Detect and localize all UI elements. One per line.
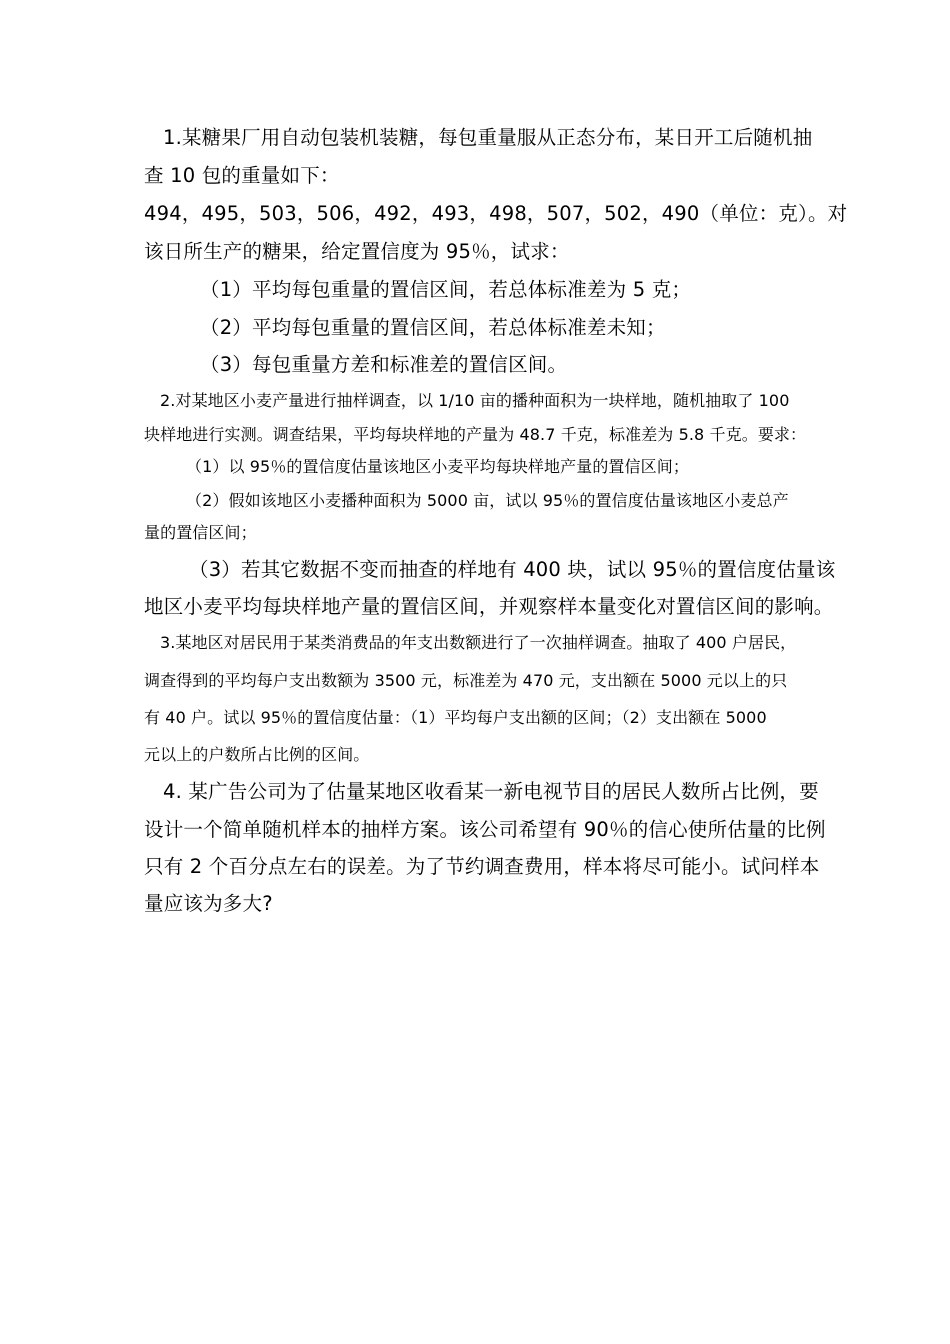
problem1-line1: 1.某糖果厂用自动包装机装糖，每包重量服从正态分布，某日开工后随机抽 bbox=[163, 126, 813, 149]
problem1-question2: （2）平均每包重量的置信区间，若总体标准差未知； bbox=[200, 316, 666, 339]
problem3-line1: 3.某地区对居民用于某类消费品的年支出数额进行了一次抽样调查。抽取了 400 户居民， bbox=[160, 633, 797, 652]
problem1-question1: （1）平均每包重量的置信区间，若总体标准差为 5 克； bbox=[200, 278, 692, 301]
problem3-line3: 有 40 户。试以 95％的置信度估量：（1）平均每户支出额的区间；（2）支出额在 5000 bbox=[144, 708, 767, 727]
problem1-line4: 该日所生产的糖果，给定置信度为 95％，试求： bbox=[144, 240, 570, 263]
problem2-question2-line2: 量的置信区间； bbox=[144, 523, 257, 542]
problem2-line1: 2.对某地区小麦产量进行抽样调查，以 1/10 亩的播种面积为一块样地，随机抽取了 100 bbox=[160, 391, 790, 410]
problem2-line2: 块样地进行实测。调查结果，平均每块样地的产量为 48.7 千克，标准差为 5.8 千克。要求： bbox=[144, 425, 807, 444]
problem1-line2: 查 10 包的重量如下： bbox=[144, 164, 340, 187]
problem3-line4: 元以上的户数所占比例的区间。 bbox=[144, 745, 370, 764]
problem2-question1: （1）以 95％的置信度估量该地区小麦平均每块样地产量的置信区间； bbox=[186, 457, 689, 476]
problem4-line1: 4. 某广告公司为了估量某地区收看某一新电视节目的居民人数所占比例，要 bbox=[163, 780, 819, 803]
problem2-question3-line1: （3）若其它数据不变而抽查的样地有 400 块，试以 95％的置信度估量该 bbox=[189, 558, 836, 581]
problem4-line2: 设计一个简单随机样本的抽样方案。该公司希望有 90％的信心使所估量的比例 bbox=[144, 818, 826, 841]
problem3-line2: 调查得到的平均每户支出数额为 3500 元，标准差为 470 元，支出额在 5000 元以上的只 bbox=[144, 671, 788, 690]
problem2-question3-line2: 地区小麦平均每块样地产量的置信区间，并观察样本量变化对置信区间的影响。 bbox=[144, 595, 834, 618]
problem2-question2-line1: （2）假如该地区小麦播种面积为 5000 亩，试以 95％的置信度估量该地区小麦总产 bbox=[186, 491, 789, 510]
problem4-line4: 量应该为多大? bbox=[144, 892, 273, 915]
problem1-question3: （3）每包重量方差和标准差的置信区间。 bbox=[200, 353, 568, 376]
problem1-data-line: 494，495，503，506，492，493，498，507，502，490（单位：克）。对 bbox=[144, 202, 848, 225]
problem4-line3: 只有 2 个百分点左右的误差。为了节约调查费用，样本将尽可能小。试问样本 bbox=[144, 855, 820, 878]
